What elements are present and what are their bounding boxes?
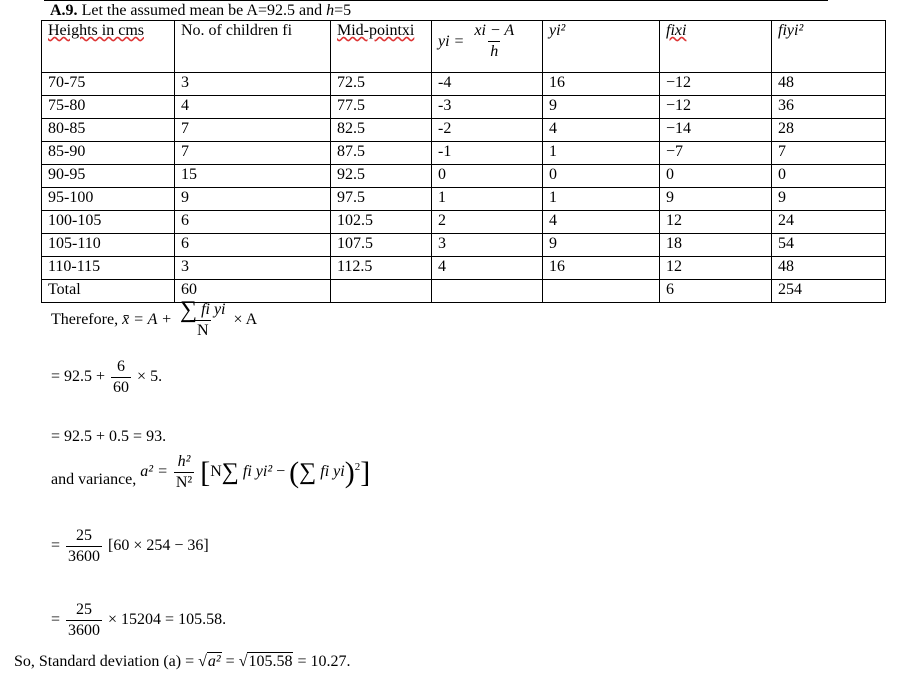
variance-fraction: $\frac{\text{h²}}{\text{N²}}$ <box>175 453 193 491</box>
table-cell-fy: −12 <box>660 96 772 119</box>
question-label: A.9. <box>50 2 78 19</box>
variance-prefix: and variance, <box>51 471 137 489</box>
table-cell-x: 72.5 <box>331 73 432 96</box>
table-cell-y: 4 <box>432 257 543 280</box>
table-cell-f: 3 <box>175 257 331 280</box>
header-heights: Heights in cms <box>42 21 175 73</box>
table-cell-fy: −12 <box>660 73 772 96</box>
table-cell-fy: −14 <box>660 119 772 142</box>
mean-lhs: x̄ = A + <box>122 311 172 329</box>
header-midpoint: Mid-pointxi <box>331 21 432 73</box>
table-cell-f: 6 <box>175 211 331 234</box>
table-cell-height: 90-95 <box>42 165 175 188</box>
table-cell-height: 70-75 <box>42 73 175 96</box>
variance-formula: and variance, a² = $\frac{\text{h²}}{\text{N²}}$ [N∑ fi yi² − (∑ fi yi)$^2$] <box>51 453 371 491</box>
table-row <box>42 165 886 188</box>
table-cell-x: 92.5 <box>331 165 432 188</box>
step-2: = 92.5 + 0.5 = 93. <box>51 428 167 445</box>
table-cell-y2: 16 <box>543 73 660 96</box>
table-row <box>42 211 886 234</box>
heading-h-var: h <box>326 2 335 19</box>
step1-fraction: $\frac{6}{60}$ <box>113 358 130 396</box>
table-cell-height: 75-80 <box>42 96 175 119</box>
frequency-table <box>41 20 886 303</box>
total-y2 <box>543 280 660 303</box>
table-cell-fy: 0 <box>660 165 772 188</box>
table-cell-x: 112.5 <box>331 257 432 280</box>
table-cell-f: 3 <box>175 73 331 96</box>
table-cell-y: 3 <box>432 234 543 257</box>
table-cell-y: 2 <box>432 211 543 234</box>
table-cell-x: 82.5 <box>331 119 432 142</box>
variance-lhs: a² = <box>140 463 168 481</box>
total-fy: 6 <box>660 280 772 303</box>
table-cell-x: 107.5 <box>331 234 432 257</box>
table-cell-height: 85-90 <box>42 142 175 165</box>
total-fy2: 254 <box>772 280 886 303</box>
table-cell-y: -4 <box>432 73 543 96</box>
table-cell-fy2: 24 <box>772 211 886 234</box>
table-cell-height: 95-100 <box>42 188 175 211</box>
step4-fraction: $\frac{25}{3600}$ <box>68 601 101 639</box>
table-cell-y2: 16 <box>543 257 660 280</box>
yi-lhs: yi = <box>438 32 465 50</box>
table-cell-height: 110-115 <box>42 257 175 280</box>
mean-prefix: Therefore, <box>51 311 119 329</box>
table-row <box>42 234 886 257</box>
table-cell-x: 97.5 <box>331 188 432 211</box>
table-cell-y2: 9 <box>543 96 660 119</box>
table-row <box>42 96 886 119</box>
table-cell-fy2: 36 <box>772 96 886 119</box>
mean-fraction: $\frac{\text{∑ fi yi}}{N}$ <box>179 297 226 339</box>
table-row <box>42 73 886 96</box>
table-cell-fy2: 28 <box>772 119 886 142</box>
total-label: Total <box>42 280 175 303</box>
table-cell-fy2: 54 <box>772 234 886 257</box>
table-cell-y: 0 <box>432 165 543 188</box>
table-cell-y2: 1 <box>543 142 660 165</box>
table-cell-y2: 4 <box>543 119 660 142</box>
table-cell-fy: 12 <box>660 257 772 280</box>
mean-suffix: × A <box>233 311 258 329</box>
table-cell-fy2: 0 <box>772 165 886 188</box>
header-fixi: fixi <box>660 21 772 73</box>
table-cell-fy2: 9 <box>772 188 886 211</box>
table-header-row <box>42 21 886 73</box>
header-fiyi2: fiyi² <box>772 21 886 73</box>
table-cell-f: 6 <box>175 234 331 257</box>
mean-formula <box>51 297 258 341</box>
table-cell-f: 9 <box>175 188 331 211</box>
total-x <box>331 280 432 303</box>
table-cell-x: 87.5 <box>331 142 432 165</box>
table-cell-fy2: 7 <box>772 142 886 165</box>
step-1: = 92.5 + $\frac{6}{60}$ × 5. <box>51 358 163 396</box>
table-row <box>42 142 886 165</box>
table-cell-height: 80-85 <box>42 119 175 142</box>
table-cell-f: 7 <box>175 119 331 142</box>
question-heading <box>50 2 351 20</box>
total-f: 60 <box>175 280 331 303</box>
table-cell-fy: 18 <box>660 234 772 257</box>
table-cell-fy: −7 <box>660 142 772 165</box>
heading-text-suffix: =5 <box>334 2 352 19</box>
table-cell-f: 7 <box>175 142 331 165</box>
table-cell-fy: 9 <box>660 188 772 211</box>
table-cell-y2: 1 <box>543 188 660 211</box>
step-4: = $\frac{25}{3600}$ × 15204 = 105.58. <box>51 601 227 639</box>
table-cell-f: 15 <box>175 165 331 188</box>
table-cell-y: -1 <box>432 142 543 165</box>
table-cell-fy: 12 <box>660 211 772 234</box>
table-row <box>42 119 886 142</box>
header-children: No. of children fi <box>175 21 331 73</box>
header-yi2: yi² <box>543 21 660 73</box>
table-row <box>42 188 886 211</box>
table-cell-y: -3 <box>432 96 543 119</box>
table-row <box>42 257 886 280</box>
table-cell-y2: 9 <box>543 234 660 257</box>
heading-text-prefix: Let the assumed mean be A=92.5 and <box>77 2 327 19</box>
table-cell-y2: 0 <box>543 165 660 188</box>
step-3: = $\frac{25}{3600}$ [60 × 254 − 36] <box>51 527 209 565</box>
table-cell-y: -2 <box>432 119 543 142</box>
yi-fraction: $\frac{xi - A}{h}$ <box>474 22 515 60</box>
top-rule <box>44 0 828 1</box>
table-cell-height: 100-105 <box>42 211 175 234</box>
table-cell-height: 105-110 <box>42 234 175 257</box>
table-cell-f: 4 <box>175 96 331 119</box>
table-cell-x: 102.5 <box>331 211 432 234</box>
table-cell-y2: 4 <box>543 211 660 234</box>
header-yi-formula <box>432 21 543 73</box>
table-cell-y: 1 <box>432 188 543 211</box>
table-cell-fy2: 48 <box>772 257 886 280</box>
step3-fraction: $\frac{25}{3600}$ <box>68 527 101 565</box>
total-y <box>432 280 543 303</box>
table-cell-fy2: 48 <box>772 73 886 96</box>
sd-line: So, Standard deviation (a) = √a² = √105.58 = 10.27. <box>14 653 351 670</box>
table-cell-x: 77.5 <box>331 96 432 119</box>
